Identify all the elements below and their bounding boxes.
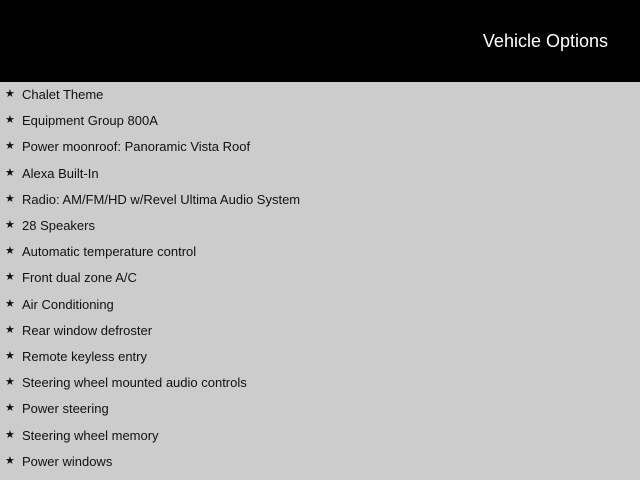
list-item xyxy=(0,161,640,187)
option-label: Air Conditioning xyxy=(22,296,114,312)
option-label: Equipment Group 800A xyxy=(22,113,158,129)
star-icon: ★ xyxy=(5,297,15,310)
star-icon: ★ xyxy=(5,428,15,441)
star-icon: ★ xyxy=(5,349,15,362)
option-label: Radio: AM/FM/HD w/Revel Ultima Audio System xyxy=(22,191,301,207)
star-icon: ★ xyxy=(5,454,15,467)
list-item xyxy=(0,239,640,265)
star-icon: ★ xyxy=(5,376,15,389)
star-icon: ★ xyxy=(5,218,15,231)
star-icon: ★ xyxy=(5,192,15,205)
list-item xyxy=(0,108,640,134)
list-item xyxy=(0,370,640,396)
list-item xyxy=(0,213,640,239)
option-label: Chalet Theme xyxy=(22,87,104,103)
list-item xyxy=(0,449,640,475)
star-icon: ★ xyxy=(5,166,15,179)
option-label: Front dual zone A/C xyxy=(22,270,137,286)
option-label: Automatic temperature control xyxy=(22,244,197,260)
list-item xyxy=(0,187,640,213)
option-label: Power steering xyxy=(22,401,109,417)
option-label: Power moonroof: Panoramic Vista Roof xyxy=(22,139,251,155)
star-icon: ★ xyxy=(5,114,15,127)
star-icon: ★ xyxy=(5,271,15,284)
star-icon: ★ xyxy=(5,88,15,101)
list-item xyxy=(0,344,640,370)
page-title: Vehicle Options xyxy=(482,31,608,51)
option-label: Power windows xyxy=(22,453,113,469)
list-item xyxy=(0,82,640,108)
list-item xyxy=(0,134,640,160)
list-item xyxy=(0,422,640,448)
option-label: Rear window defroster xyxy=(22,322,153,338)
star-icon: ★ xyxy=(5,402,15,415)
star-icon: ★ xyxy=(5,323,15,336)
option-label: 28 Speakers xyxy=(22,218,95,234)
option-label: Steering wheel mounted audio controls xyxy=(22,375,247,391)
star-icon: ★ xyxy=(5,245,15,258)
option-label: Steering wheel memory xyxy=(22,427,159,443)
header-bar xyxy=(0,0,640,82)
list-item xyxy=(0,265,640,291)
list-item xyxy=(0,292,640,318)
list-item xyxy=(0,318,640,344)
option-label: Remote keyless entry xyxy=(22,348,147,364)
options-list xyxy=(0,82,640,475)
star-icon: ★ xyxy=(5,140,15,153)
option-label: Alexa Built-In xyxy=(22,165,99,181)
list-item xyxy=(0,396,640,422)
